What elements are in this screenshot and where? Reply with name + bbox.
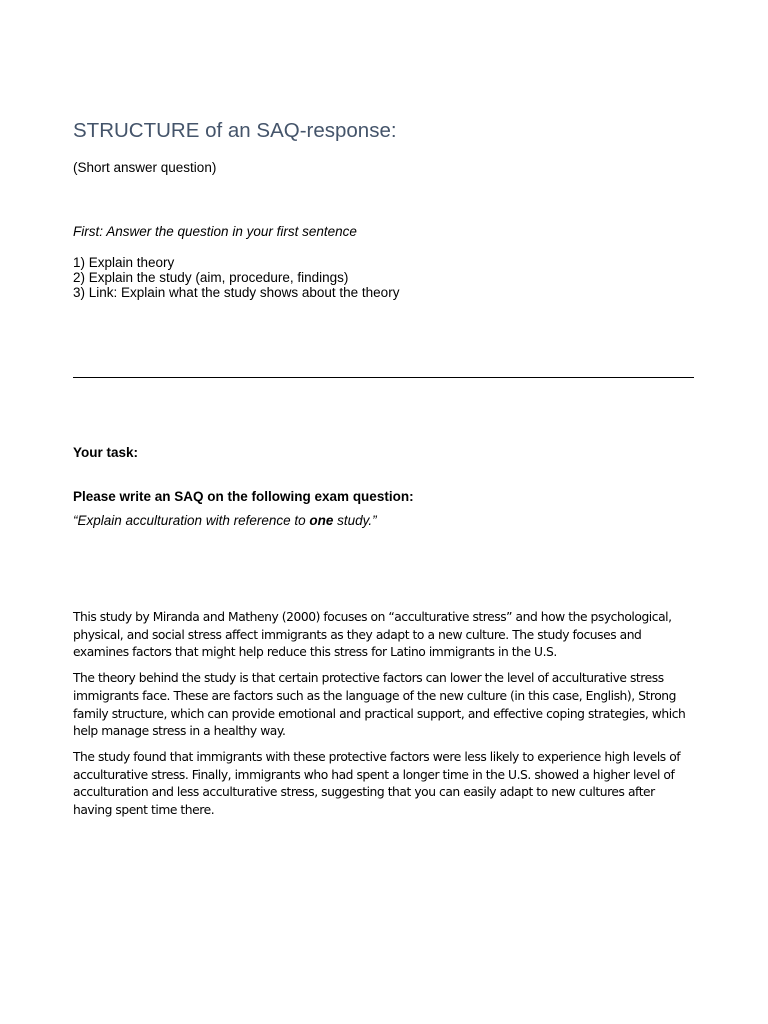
structure-step: 3) Link: Explain what the study shows about the theory: [73, 285, 400, 300]
page-title: STRUCTURE of an SAQ-response:: [73, 119, 397, 142]
structure-step: 1) Explain theory: [73, 255, 175, 270]
essay-paragraph: The study found that immigrants with these protective factors were less likely to experience high levels of acculturative stress. Finally, immigrants who had spent a longer time in the U.S. showed a higher level of acculturation and less acculturative stress, suggesting that you can easily adapt to new cultures after having spent time there.: [73, 749, 681, 818]
task-label: Your task:: [73, 445, 139, 460]
essay-response: [73, 609, 697, 828]
subtitle: (Short answer question): [73, 160, 217, 175]
exam-question-emphasis: one: [309, 513, 334, 528]
exam-question-end: study.”: [333, 513, 377, 528]
exam-question-start: “Explain acculturation with reference to: [73, 513, 310, 528]
essay-paragraph: The theory behind the study is that certain protective factors can lower the level of acculturative stress immigrants face. These are factors such as the language of the new culture (in this case, English), Strong family structure, which can provide emotional and practical support, and effective coping strategies, which help manage stress in a healthy way.: [73, 671, 686, 739]
structure-steps-list: [73, 255, 399, 300]
task-instruction: Please write an SAQ on the following exam question:: [73, 489, 414, 504]
exam-question: [73, 513, 377, 528]
structure-step: 2) Explain the study (aim, procedure, findings): [73, 270, 349, 285]
essay-paragraph: This study by Miranda and Matheny (2000) focuses on “acculturative stress” and how the psychological, physical, and social stress affect immigrants as they adapt to a new culture. The study focuses and examines factors that might help reduce this stress for Latino immigrants in the U.S.: [73, 610, 672, 660]
section-divider: [73, 377, 694, 378]
intro-instruction: First: Answer the question in your first sentence: [73, 224, 357, 239]
